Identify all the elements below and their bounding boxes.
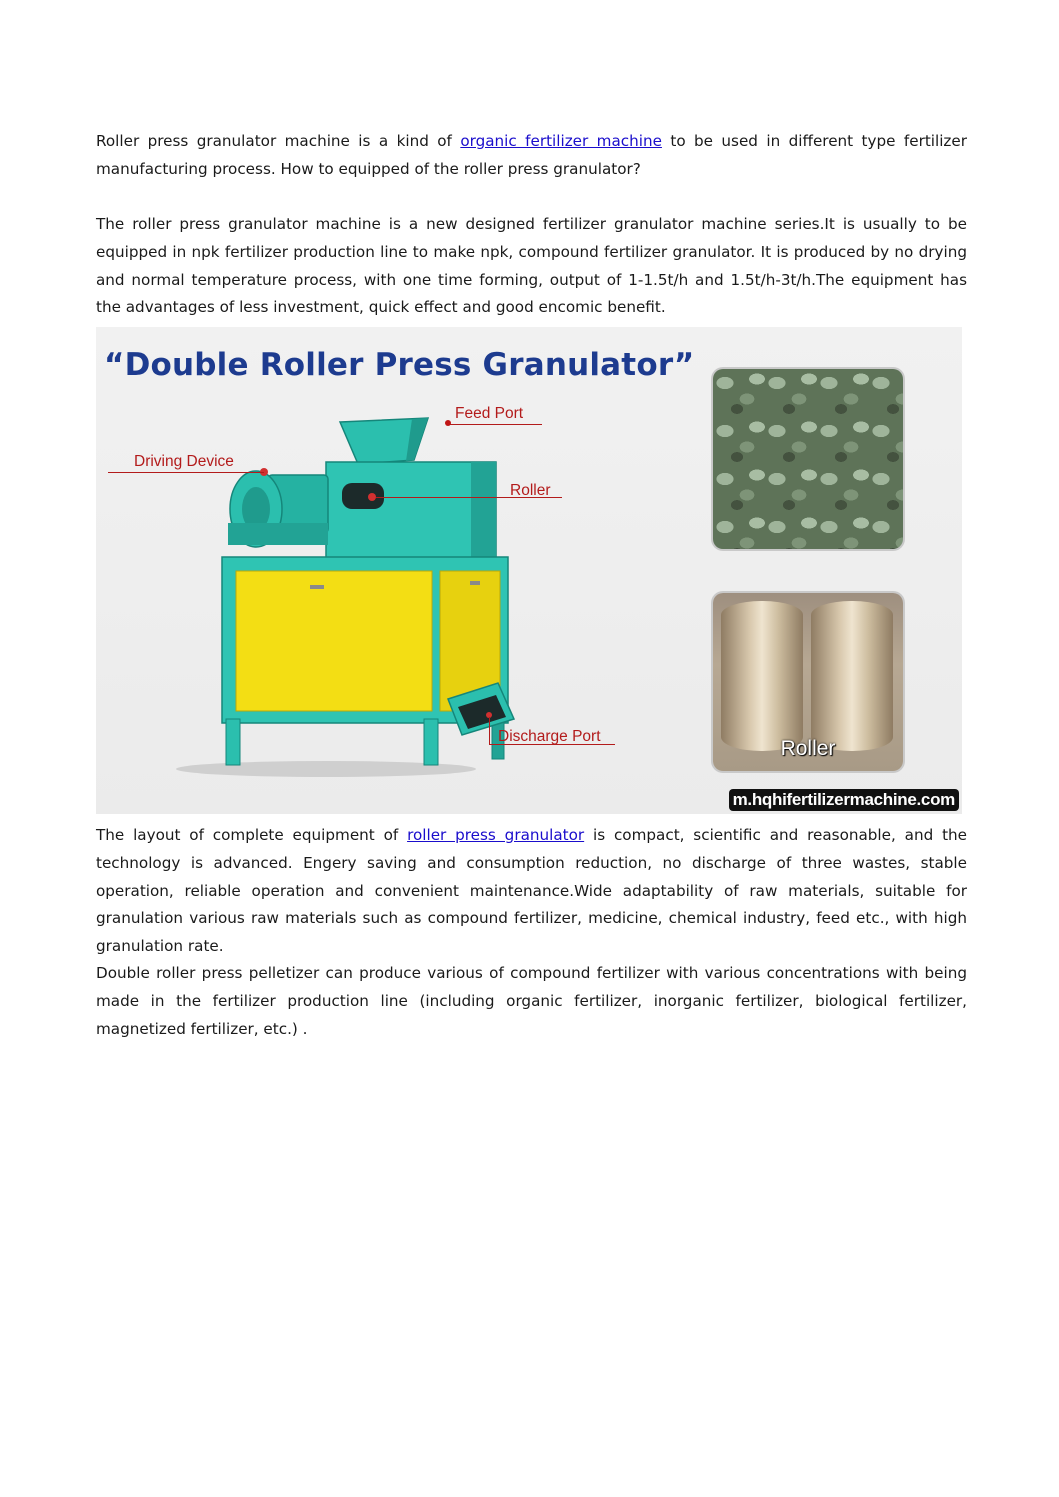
feed-port-marker bbox=[445, 420, 451, 426]
granules-photo bbox=[713, 369, 903, 549]
website-watermark: m.hqhifertilizermachine.com bbox=[729, 789, 959, 811]
discharge-port-leader-vertical bbox=[489, 717, 490, 745]
driving-device-leader bbox=[108, 472, 264, 473]
pelletizer-paragraph: Double roller press pelletizer can produce various of compound fertilizer with various concentrations with being made in the fertilizer production line (including organic fertilizer, inorganic fertilizer, biological fertilizer, magnetized fertilizer, etc.) . bbox=[96, 964, 967, 1038]
discharge-port-label: Discharge Port bbox=[498, 728, 601, 745]
layout-text-end: is compact, scientific and reasonable, and the technology is advanced. Engery saving and consumption reduction, no discharge of three wastes, stable operation, reliable operation and convenient maintenance.Wide adaptability of raw materials, suitable for granulation various raw materials such as compound fertilizer, medicine, chemical industry, feed etc., with high granulation rate. bbox=[96, 826, 967, 956]
intro-text-start: Roller press granulator machine is a kind of bbox=[96, 132, 461, 150]
intro-text-end: to be used in different type fertilizer manufacturing process. How to equipped of the roller press granulator? bbox=[96, 132, 967, 178]
driving-device-label: Driving Device bbox=[134, 453, 234, 470]
description-paragraph: The roller press granulator machine is a new designed fertilizer granulator machine series.It is usually to be equipped in npk fertilizer production line to make npk, compound fertilizer granulator. It is produced by no drying and normal temperature process, with one time forming, output of 1-1.5t/h and 1.5t/h-3t/h.The equipment has the advantages of less investment, quick effect and good encomic benefit. bbox=[96, 215, 967, 317]
granulator-machine-illustration bbox=[96, 327, 696, 814]
roller-press-granulator-link[interactable]: roller press granulator bbox=[407, 826, 585, 844]
intro-paragraph bbox=[96, 128, 967, 184]
organic-fertilizer-machine-link[interactable]: organic fertilizer machine bbox=[460, 132, 662, 150]
roller-inset-label: Roller bbox=[780, 737, 836, 760]
figure-title: “Double Roller Press Granulator” bbox=[104, 347, 695, 383]
feed-port-leader bbox=[450, 424, 542, 425]
right-roller-image bbox=[811, 601, 893, 751]
feed-port-label: Feed Port bbox=[455, 405, 524, 422]
left-roller-image bbox=[721, 601, 803, 751]
roller-label: Roller bbox=[510, 482, 551, 499]
granulator-figure bbox=[96, 327, 962, 814]
layout-text-start: The layout of complete equipment of bbox=[96, 826, 408, 844]
rollers-photo bbox=[713, 593, 903, 771]
layout-paragraph bbox=[96, 822, 967, 961]
